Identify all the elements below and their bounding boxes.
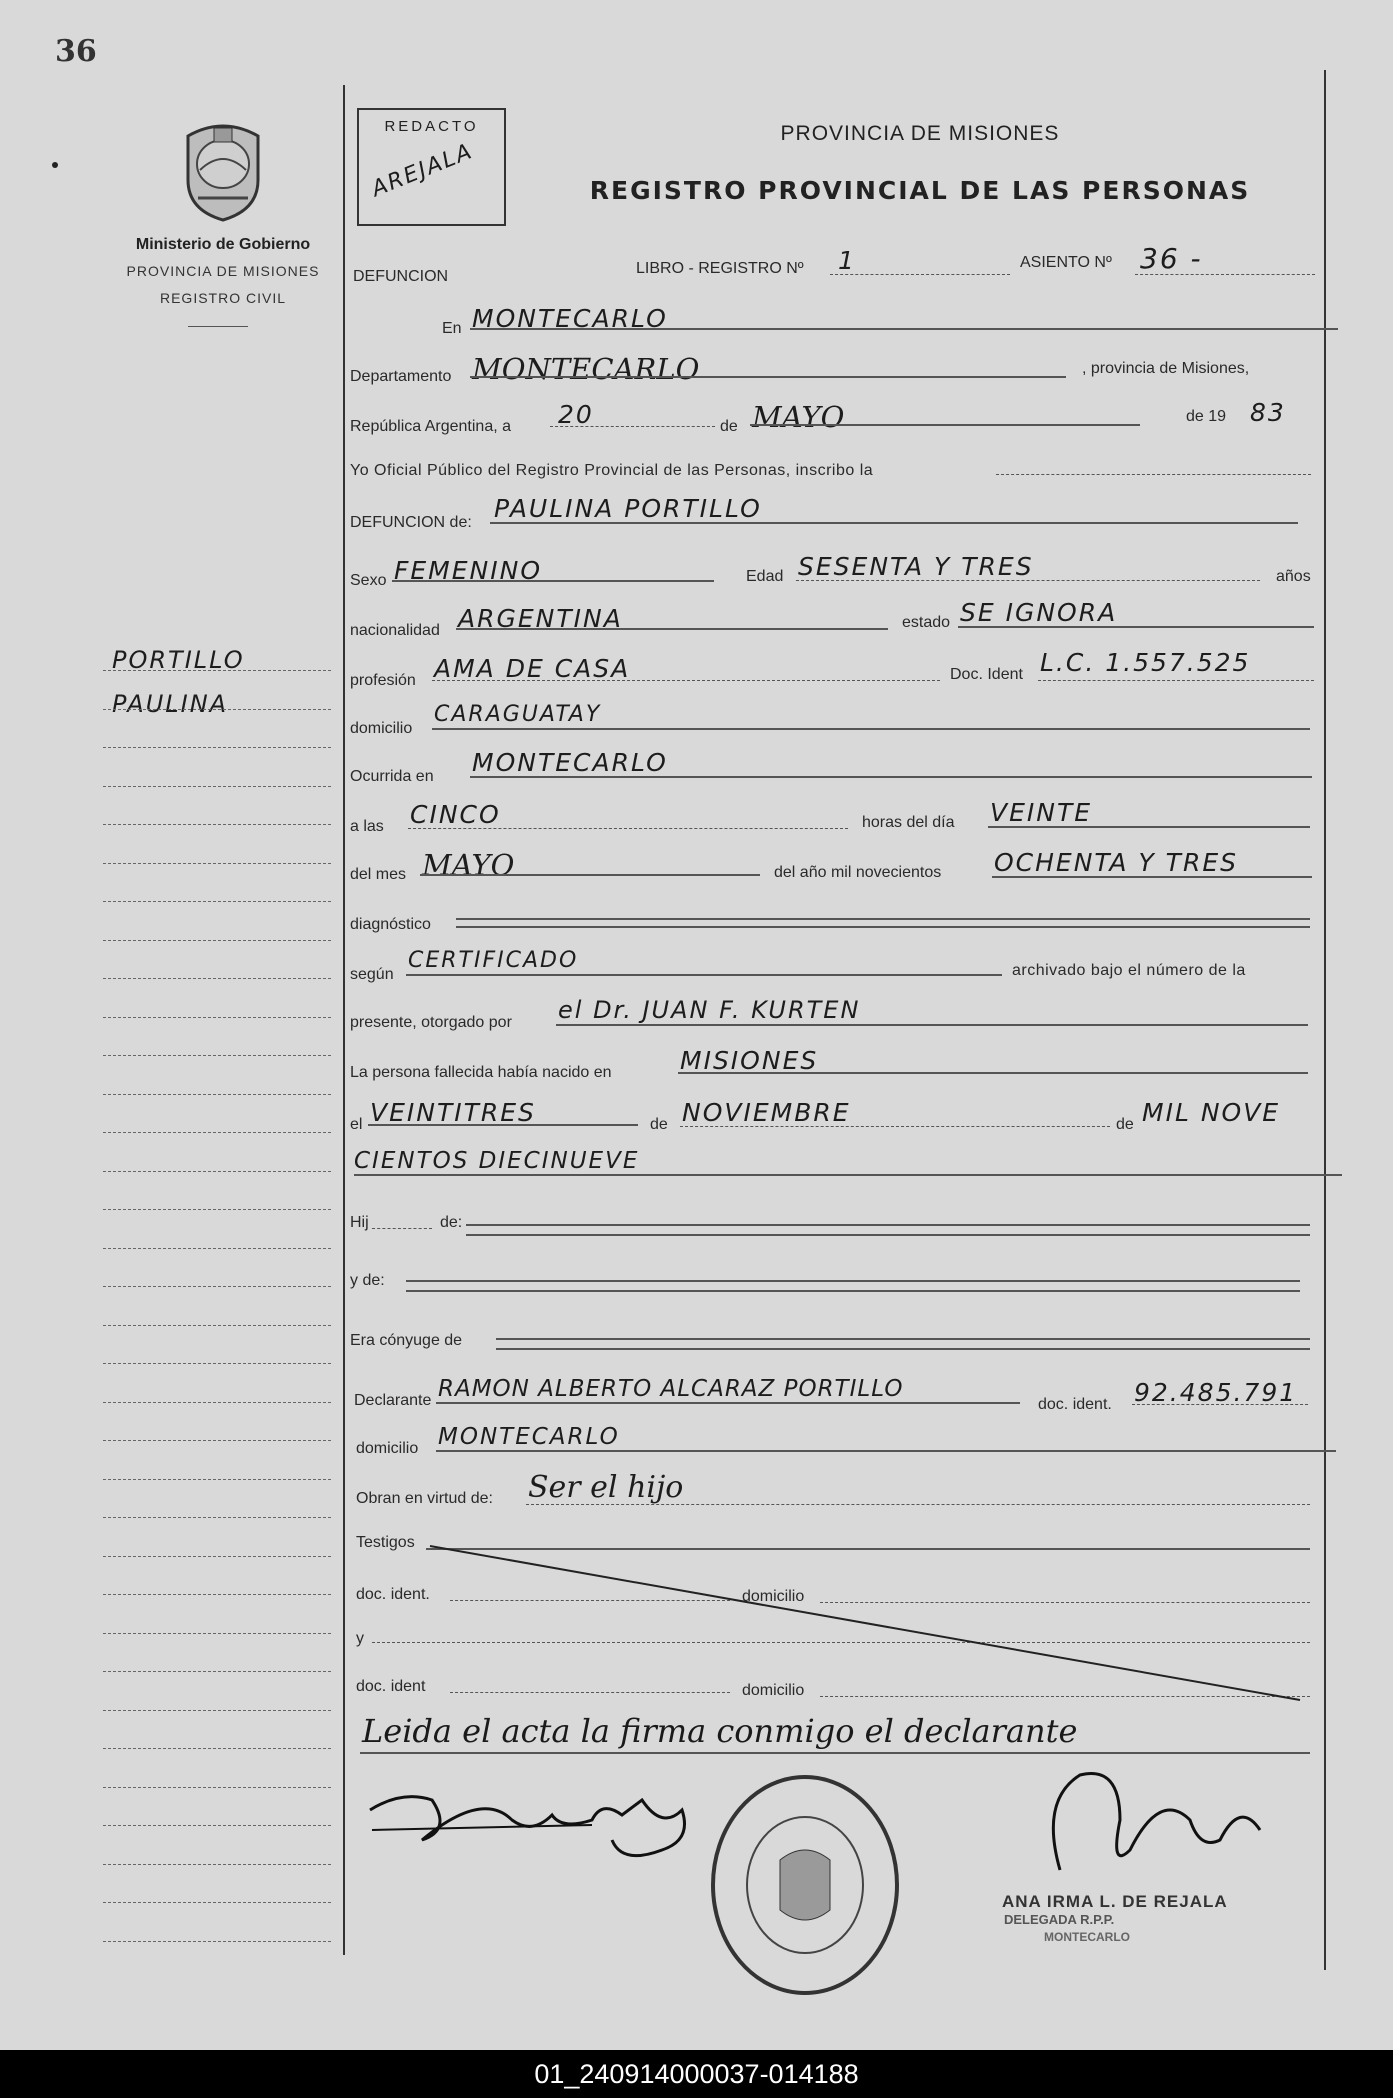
anio-mil-label: del año mil novecientos	[774, 864, 942, 881]
margin-rule-line	[103, 1941, 331, 1942]
diagnostico-line-2	[456, 926, 1310, 928]
diagnostico-label: diagnóstico	[350, 916, 431, 933]
sexo-label: Sexo	[350, 572, 387, 589]
margin-rule-line	[103, 1055, 331, 1056]
test-doc2-label: doc. ident	[356, 1678, 426, 1695]
margin-rule-line	[103, 709, 331, 710]
official-stamp-name: ANA IRMA L. DE REJALA	[1002, 1892, 1228, 1911]
margin-rule-line	[103, 1787, 331, 1788]
conyuge-line-2	[496, 1348, 1310, 1350]
anio-label: de 19	[1186, 408, 1227, 425]
republica-label: República Argentina, a	[350, 418, 511, 435]
asiento-label: ASIENTO Nº	[1020, 254, 1112, 271]
mes-line	[750, 424, 1140, 426]
declarante-line	[436, 1402, 1020, 1404]
margin-rule-line	[103, 1094, 331, 1095]
profesion-line	[432, 680, 940, 681]
estado-line	[958, 626, 1314, 628]
segun-label: según	[350, 966, 394, 983]
en-line	[470, 328, 1338, 330]
oficial-line	[996, 474, 1311, 475]
redacto-label: REDACTO	[384, 118, 479, 135]
y-de-line-1	[406, 1280, 1300, 1282]
anios-label: años	[1276, 568, 1311, 585]
en-value: MONTECARLO	[472, 304, 668, 333]
estado-value: SE IGNORA	[960, 598, 1118, 627]
profesion-value: AMA DE CASA	[434, 654, 631, 683]
registry-heading: REGISTRO PROVINCIAL DE LAS PERSONAS	[589, 176, 1251, 205]
redacto-signature: AREJALA	[368, 138, 477, 203]
dia-value: 20	[558, 400, 594, 429]
anio-mil-value: OCHENTA Y TRES	[994, 848, 1238, 877]
hij-label: Hij	[350, 1214, 369, 1231]
margin-rule-line	[103, 1748, 331, 1749]
libro-line	[830, 274, 1010, 275]
el-label: el	[350, 1116, 363, 1133]
nacionalidad-value: ARGENTINA	[458, 604, 623, 633]
margin-rule-line	[103, 670, 331, 671]
departamento-label: Departamento	[350, 368, 452, 385]
obran-label: Obran en virtud de:	[356, 1490, 493, 1507]
coat-of-arms-emblem	[178, 118, 268, 223]
document-type: DEFUNCION	[353, 268, 449, 285]
margin-rule-line	[103, 824, 331, 825]
libro-label: LIBRO - REGISTRO Nº	[636, 260, 804, 277]
sexo-line	[392, 580, 714, 582]
margin-rule-line	[103, 1825, 331, 1826]
test-dom2-label: domicilio	[742, 1682, 805, 1699]
hij-de-label: de:	[440, 1214, 463, 1231]
archivado-text: archivado bajo el número de la	[1012, 962, 1246, 979]
el-value: VEINTITRES	[370, 1098, 536, 1127]
margin-rule-line	[103, 747, 331, 748]
nacido-line	[678, 1072, 1308, 1074]
horas-line	[988, 826, 1310, 828]
official-stamp-title: DELEGADA R.P.P.	[1004, 1912, 1115, 1927]
margin-rule-line	[103, 1017, 331, 1018]
declarante-label: Declarante	[354, 1392, 432, 1409]
a-las-value: CINCO	[410, 800, 501, 829]
defuncion-de-value: PAULINA PORTILLO	[494, 494, 762, 523]
official-seal	[700, 1770, 910, 2000]
doc-line	[1038, 680, 1314, 681]
asiento-line	[1135, 274, 1315, 275]
margin-rule-line	[103, 978, 331, 979]
domicilio-label: domicilio	[350, 720, 413, 737]
ministry-title: Ministerio de Gobierno	[135, 236, 311, 253]
nacionalidad-label: nacionalidad	[350, 622, 440, 639]
registry-subtitle: REGISTRO CIVIL	[159, 290, 287, 306]
el-line	[368, 1124, 638, 1126]
domicilio-value: CARAGUATAY	[434, 702, 602, 727]
margin-rule-line	[103, 901, 331, 902]
hij-line	[372, 1228, 432, 1229]
doc-value: L.C. 1.557.525	[1040, 648, 1251, 677]
right-frame-line	[1324, 70, 1326, 1970]
departamento-value: MONTECARLO	[472, 352, 700, 386]
test-dom1-label: domicilio	[742, 1588, 805, 1605]
continuation-value: CIENTOS DIECINUEVE	[354, 1148, 640, 1174]
mes-value: MAYO	[752, 400, 845, 434]
decl-doc-line	[1132, 1404, 1308, 1405]
margin-rule-line	[103, 786, 331, 787]
margin-rule-line	[103, 1594, 331, 1595]
presente-label: presente, otorgado por	[350, 1014, 512, 1031]
testigos-label: Testigos	[356, 1534, 415, 1551]
margin-rule-line	[103, 1171, 331, 1172]
margin-rule-line	[103, 1325, 331, 1326]
province-heading: PROVINCIA DE MISIONES	[780, 122, 1060, 145]
anio-mil-line	[992, 876, 1312, 878]
margin-rule-line	[103, 1479, 331, 1480]
margin-given-name: PAULINA	[112, 690, 229, 718]
de2-value: NOVIEMBRE	[682, 1098, 851, 1127]
margin-surname: PORTILLO	[112, 646, 245, 674]
ocurrida-value: MONTECARLO	[472, 748, 668, 777]
doc-label: Doc. Ident	[950, 666, 1023, 683]
de-label: de	[720, 418, 738, 435]
asiento-value: 36 -	[1140, 242, 1203, 275]
decl-domicilio-value: MONTECARLO	[438, 1424, 620, 1450]
segun-value: CERTIFICADO	[408, 948, 579, 973]
obran-value: Ser el hijo	[528, 1470, 684, 1505]
declarante-value: RAMON ALBERTO ALCARAZ PORTILLO	[438, 1376, 904, 1402]
edad-value: SESENTA Y TRES	[798, 552, 1034, 581]
libro-value: 1	[838, 246, 856, 275]
margin-rule-line	[103, 1209, 331, 1210]
diagnostico-line-1	[456, 918, 1310, 920]
de3-label: de	[1116, 1116, 1134, 1133]
testigos-strikethrough	[420, 1540, 1320, 1710]
a-las-line	[408, 828, 848, 829]
edad-label: Edad	[746, 568, 784, 585]
conyuge-line-1	[496, 1338, 1310, 1340]
presente-line	[556, 1024, 1308, 1026]
provincia-text: , provincia de Misiones,	[1082, 360, 1250, 377]
segun-line	[406, 974, 1002, 976]
margin-rule-line	[103, 1402, 331, 1403]
de2-label: de	[650, 1116, 668, 1133]
conyuge-label: Era cónyuge de	[350, 1332, 463, 1349]
left-header-divider	[188, 326, 248, 327]
defuncion-de-line	[490, 522, 1298, 524]
scan-footer-id: 01_240914000037-014188	[0, 2050, 1393, 2098]
sexo-value: FEMENINO	[394, 556, 542, 585]
redacto-box	[357, 108, 506, 226]
obran-line	[526, 1504, 1310, 1505]
margin-rule-line	[103, 1556, 331, 1557]
dia-line	[550, 426, 715, 427]
margin-rule-line	[103, 1363, 331, 1364]
margin-rule-line	[103, 1132, 331, 1133]
edad-line	[796, 580, 1260, 581]
del-mes-line	[420, 874, 760, 876]
official-stamp-place: MONTECARLO	[1044, 1930, 1130, 1944]
de3-value: MIL NOVE	[1142, 1098, 1281, 1127]
margin-rule-line	[103, 940, 331, 941]
ocurrida-line	[470, 776, 1312, 778]
nacionalidad-line	[456, 628, 888, 630]
domicilio-line	[432, 728, 1310, 730]
a-las-label: a las	[350, 818, 384, 835]
del-mes-label: del mes	[350, 866, 407, 883]
closing-statement: Leida el acta la firma conmigo el declarante	[362, 1712, 1078, 1750]
defuncion-de-label: DEFUNCION de:	[350, 514, 472, 531]
horas-value: VEINTE	[990, 798, 1093, 827]
decl-doc-label: doc. ident.	[1038, 1396, 1112, 1413]
del-mes-value: MAYO	[422, 848, 515, 882]
margin-rule-line	[103, 1248, 331, 1249]
declarant-signature	[362, 1770, 742, 1880]
profesion-label: profesión	[350, 672, 416, 689]
hij-line-2	[466, 1234, 1310, 1236]
y-de-line-2	[406, 1290, 1300, 1292]
margin-rule-line	[103, 863, 331, 864]
oficial-text: Yo Oficial Público del Registro Provincial de las Personas, inscribo la	[350, 462, 874, 479]
y-de-label: y de:	[350, 1272, 385, 1289]
decl-domicilio-label: domicilio	[356, 1440, 419, 1457]
nacido-value: MISIONES	[680, 1046, 819, 1075]
page-number: 36	[55, 34, 97, 69]
hij-line-1	[466, 1224, 1310, 1226]
margin-rule-line	[103, 1710, 331, 1711]
test-y-label: y	[356, 1630, 364, 1647]
anio-value: 83	[1250, 398, 1286, 427]
margin-rule-line	[103, 1902, 331, 1903]
margin-rule-line	[103, 1286, 331, 1287]
ocurrida-label: Ocurrida en	[350, 768, 434, 785]
decl-domicilio-line	[436, 1450, 1336, 1452]
presente-value: el Dr. JUAN F. KURTEN	[558, 996, 861, 1024]
province-subtitle: PROVINCIA DE MISIONES	[126, 263, 320, 279]
en-label: En	[442, 320, 462, 337]
de2-line	[680, 1126, 1110, 1127]
estado-label: estado	[902, 614, 951, 631]
margin-rule-line	[103, 1864, 331, 1865]
margin-rule-line	[103, 1671, 331, 1672]
test-doc1-label: doc. ident.	[356, 1586, 430, 1603]
continuation-line	[354, 1174, 1342, 1176]
nacido-label: La persona fallecida había nacido en	[350, 1064, 612, 1081]
official-signature	[1040, 1760, 1280, 1900]
closing-line	[360, 1752, 1310, 1754]
margin-rule-line	[103, 1517, 331, 1518]
binding-mark	[52, 162, 58, 168]
departamento-line	[470, 376, 1066, 378]
margin-rule-line	[103, 1633, 331, 1634]
left-frame-line	[343, 85, 345, 1955]
decl-doc-value: 92.485.791	[1134, 1378, 1298, 1407]
horas-label: horas del día	[862, 814, 955, 831]
margin-rule-line	[103, 1440, 331, 1441]
